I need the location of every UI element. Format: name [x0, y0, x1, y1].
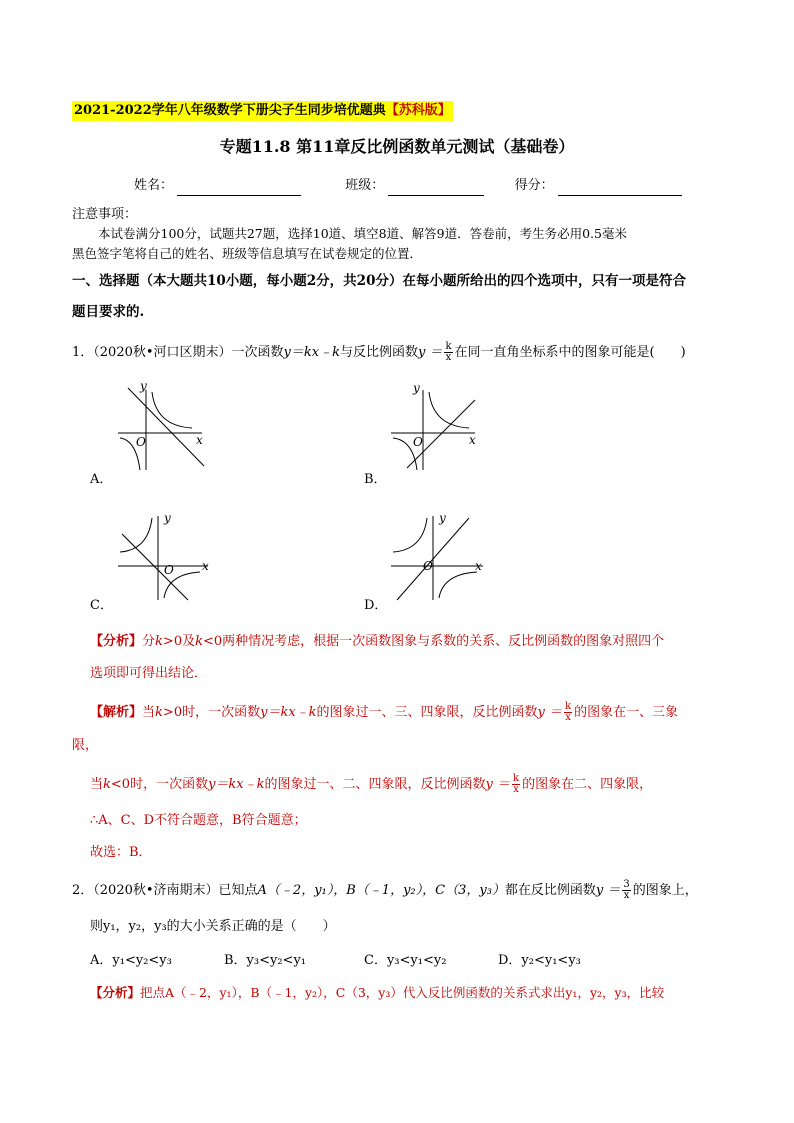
q1-sol1-c: 的图象过一、三、四象限，反比例函数 — [316, 705, 538, 720]
q1-option-d: D． — [364, 598, 388, 613]
graph-b-origin-label: O — [413, 435, 423, 449]
q2-analysis-text: 把点A（﹣2，y₁），B（﹣1，y₂），C（3，y₃）代入反比例函数的关系式求出y₁，y₂，y₃，比较 — [140, 985, 665, 1000]
q2-mid: 都在反比例函数 — [504, 883, 596, 898]
graph-c-y-label: y — [164, 511, 171, 525]
q1-solution-line-2: 限， — [72, 738, 99, 753]
q2-frac-den: x — [623, 890, 630, 901]
q1-mid-text: 与反比例函数 — [339, 345, 418, 360]
q1-solution-line-1 — [90, 702, 678, 723]
q1-sol2-func: y＝kx﹣k — [208, 777, 265, 792]
k-var: k — [195, 634, 203, 649]
name-label: 姓名： — [134, 178, 174, 193]
graph-b-x-label: x — [469, 433, 476, 447]
graph-option-a — [112, 378, 222, 473]
q1-analysis-line-2: 选项即可得出结论． — [90, 666, 208, 681]
graph-a-x-label: x — [196, 433, 203, 447]
series-banner — [72, 101, 453, 121]
graph-option-c — [112, 508, 222, 603]
q1-sol1-b: >0时，一次函数 — [162, 705, 261, 720]
q1-sol2-y-eq: y ＝ — [485, 777, 511, 792]
k-var: k — [103, 777, 111, 792]
graph-b-y-label: y — [413, 381, 420, 395]
q1-sol1-fraction — [564, 702, 572, 723]
section-heading-line-2: 题目要求的. — [72, 304, 145, 320]
q1-sol1-y-eq: y ＝ — [537, 705, 563, 720]
graph-a-y-label: y — [140, 379, 147, 393]
q1-sol1-frac-den: x — [565, 712, 571, 723]
q1-sol1-a: 当 — [142, 705, 156, 720]
graph-d-x-label: x — [475, 559, 482, 573]
q1-analysis-b: >0及 — [162, 634, 196, 649]
q1-y-eq: y ＝ — [417, 345, 443, 360]
q2-stem-line-1 — [72, 880, 698, 901]
student-info-row — [134, 176, 682, 196]
graph-option-b — [385, 378, 495, 473]
q1-option-c: C． — [90, 598, 113, 613]
q2-suffix: 的图象上， — [632, 883, 698, 898]
q1-sol2-d: 的图象在二、四象限， — [522, 777, 653, 792]
k-var: k — [155, 705, 163, 720]
q1-sol2-c: 的图象过一、二、四象限，反比例函数 — [264, 777, 486, 792]
score-label: 得分： — [514, 178, 554, 193]
q2-option-b: B．y₃<y₂<y₁ — [224, 953, 307, 968]
q1-fraction — [444, 342, 452, 363]
k-var: k — [155, 634, 163, 649]
q1-analysis-tag: 【分析】 — [90, 634, 143, 649]
q2-option-d: D．y₂<y₁<y₃ — [498, 953, 581, 968]
q2-fraction — [622, 880, 630, 901]
q2-y-eq: y ＝ — [595, 883, 621, 898]
q1-solution-tag: 【解析】 — [90, 705, 143, 720]
graph-a-origin-label: O — [136, 435, 146, 449]
page-title: 专题11.8 第11章反比例函数单元测试（基础卷） — [219, 137, 575, 156]
q1-sol1-func: y＝kx﹣k — [260, 705, 317, 720]
q1-sol1-d: 的图象在一、三象 — [574, 705, 679, 720]
q1-option-a: A． — [90, 472, 113, 487]
graph-d-y-label: y — [439, 511, 446, 525]
q1-sol2-frac-num: k — [513, 773, 520, 784]
q1-sol2-b: <0时，一次函数 — [110, 777, 209, 792]
q2-option-a: A．y₁<y₂<y₃ — [90, 953, 172, 968]
q2-analysis-tag: 【分析】 — [90, 985, 141, 1000]
graph-c-origin-label: O — [164, 563, 174, 577]
section-heading-line-1: 一、选择题（本大题共10小题，每小题2分，共20分）在每小题所给出的四个选项中，只有一项是符合 — [72, 273, 686, 289]
q1-sol2-fraction — [512, 774, 520, 795]
q2-option-c: C．y₃<y₁<y₂ — [364, 953, 447, 968]
banner-edition: 【苏科版】 — [385, 103, 451, 118]
q1-suffix: 在同一直角坐标系中的图象可能是( ) — [454, 345, 686, 360]
q1-solution-line-3 — [90, 774, 652, 795]
q2-analysis — [90, 983, 664, 1003]
q1-frac-den: x — [445, 352, 452, 363]
q1-frac-num: k — [445, 341, 452, 352]
q2-points: A（﹣2，y₁），B（﹣1，y₂），C（3，y₃） — [257, 883, 505, 898]
notes-line-1: 本试卷满分100分，试题共27题，选择10道、填空8道、解答9道．答卷前，考生务必用0.5毫米 — [98, 226, 627, 241]
banner-main: 2021-2022学年八年级数学下册尖子生同步培优题典 — [74, 103, 386, 118]
q1-linear-function: y＝kx﹣k — [283, 345, 340, 360]
q1-sol2-frac-den: x — [513, 784, 519, 795]
q2-stem-line-2: 则y₁，y₂，y₃的大小关系正确的是（ ） — [90, 919, 336, 934]
q2-prefix: 2．（2020秋•济南期末）已知点 — [72, 883, 258, 898]
q1-analysis — [90, 632, 664, 652]
notes-line-2: 黑色签字笔将自己的姓名、班级等信息填写在试卷规定的位置． — [72, 246, 423, 261]
class-label: 班级： — [345, 178, 385, 193]
q1-option-b: B． — [364, 472, 387, 487]
graph-c-x-label: x — [202, 559, 209, 573]
q1-sol2-a: 当 — [90, 777, 104, 792]
q1-analysis-a: 分 — [142, 634, 156, 649]
q1-stem — [72, 342, 686, 363]
q1-analysis-c: <0两种情况考虑，根据一次函数图象与系数的关系、反比例函数的图象对照四个 — [202, 634, 665, 649]
q1-conclusion: ∴A、C、D不符合题意，B符合题意； — [90, 813, 307, 828]
score-field[interactable] — [558, 181, 682, 196]
q1-answer: 故选：B． — [90, 845, 152, 860]
q1-prefix: 1．（2020秋•河口区期末）一次函数 — [72, 345, 284, 360]
name-field[interactable] — [177, 181, 301, 196]
q2-frac-num: 3 — [623, 879, 630, 890]
class-field[interactable] — [388, 181, 484, 196]
graph-option-d — [385, 508, 495, 603]
notes-heading: 注意事项： — [72, 207, 138, 222]
graph-d-origin-label: O — [423, 559, 433, 573]
q1-sol1-frac-num: k — [565, 701, 572, 712]
